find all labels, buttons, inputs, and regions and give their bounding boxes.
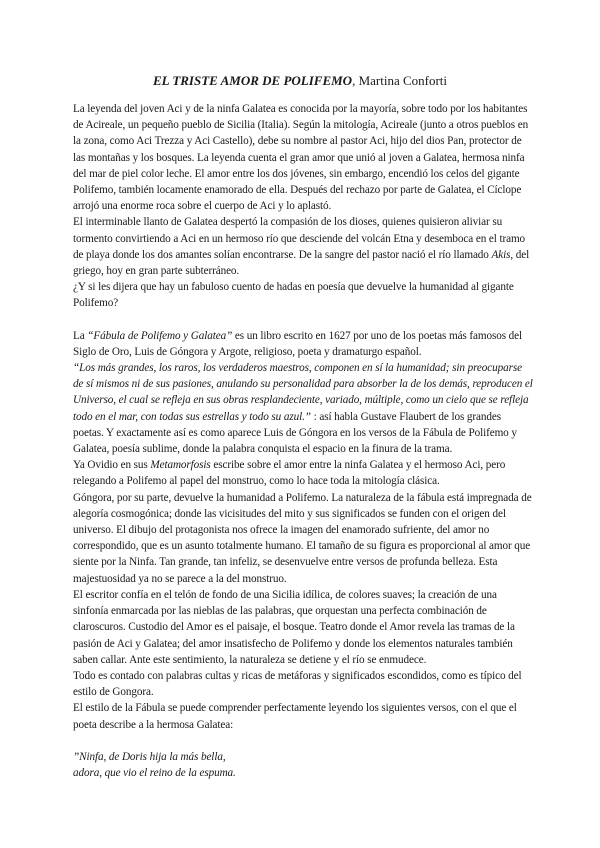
ovidio-text-a: Ya Ovidio en sus xyxy=(73,459,151,472)
paragraph-versos-intro: El estilo de la Fábula se puede comprender perfectamente leyendo los siguientes versos, con el que el poeta describe a la hermosa Galatea: xyxy=(73,702,517,731)
title-line xyxy=(0,73,600,89)
verse-line: adora, que vio el reino de la espuma. xyxy=(73,766,236,779)
document-body xyxy=(73,101,533,781)
fabula-text-a: La xyxy=(73,329,88,342)
river-text-a: El interminable llanto de Galatea despertó la compasión de los dioses, quienes quisieron aliviar su tormento convirtiendo a Aci en un hermoso río que desciende del volcán Etna y desemboca en el tramo de playa donde los dos amantes solían encontrarse. De la sangre del pastor nació el río llamado xyxy=(73,216,526,261)
ovidio-text-b: escribe sobre el amor entre la ninfa Galatea y el hermoso Aci, pero relegando a Polifemo al papel del monstruo, como lo hace toda la mitología clásica. xyxy=(73,459,506,488)
flaubert-quote: “Los más grandes, los raros, los verdaderos maestros, componen en sí la humanidad; sin preocuparse de sí mismos ni de sus pasiones, anulando su personalidad para absorber la de los demás, reproducen el Universo, el cual se refleja en sus obras resplandeciente, variado, múltiple, como un cielo que se refleja todo en el mar, con todas sus estrellas y todo su azul.” xyxy=(73,362,533,423)
metamorfosis-title: Metamorfosis xyxy=(150,459,211,472)
fabula-text-b: es un libro escrito en 1627 por uno de los poetas más famosos del Siglo de Oro, Luis de Góngora y Argote, religioso, poeta y dramaturgo español. xyxy=(73,329,523,358)
verse-line: ”Ninfa, de Doris hija la más bella, xyxy=(73,750,226,763)
river-text-b: , del griego, hoy en gran parte subterráneo. xyxy=(73,248,530,278)
paragraph-estilo: Todo es contado con palabras cultas y ricas de metáforas y significados escondidos, como es típico del estilo de Gongora. xyxy=(73,669,522,699)
fabula-text-c: : así habla Gustave Flaubert de los grandes poetas. Y exactamente así es como aparece Luis de Góngora en los versos de la Fábula de Polifemo y Galatea, poesía sublime, donde la palabra conquista el espacio en la finura de la trama. xyxy=(73,410,517,456)
author-name: , Martina Conforti xyxy=(352,73,448,88)
paragraph-question: ¿Y si les dijera que hay un fabuloso cuento de hadas en poesía que devuelve la humanidad al gigante Polifemo? xyxy=(73,281,514,310)
paragraph-gongora: Góngora, por su parte, devuelve la humanidad a Polifemo. La naturaleza de la fábula está impregnada de alegoría cosmogónica; donde las vicisitudes del mito y sus significados se funden con el origen del universo. El dibujo del protagonista nos ofrece la imagen del enamorado sufriente, del amor no correspondido, que es un asunto totalmente humano. El tamaño de su figura es proporcional al amor que siente por la Ninfa. Tan grande, tan infeliz, se desenvuelve entre versos de profunda belleza. Esta majestuosidad ya no se parece a la del monstruo. xyxy=(73,491,532,585)
paragraph-ovidio xyxy=(73,457,533,489)
paragraph-fabula xyxy=(73,328,533,458)
fabula-book-title: “Fábula de Polifemo y Galatea” xyxy=(87,329,233,342)
document-title: EL TRISTE AMOR DE POLIFEMO xyxy=(152,73,353,88)
verse-spacer xyxy=(73,733,533,749)
river-name-akis: Akis xyxy=(491,248,511,261)
paragraph-sicilia: El escritor confía en el telón de fondo de una Sicilia idílica, de colores suaves; la creación de una sinfonía enmarcada por las nieblas de las palabras, que orquestan una perfecta combinación de claroscuros. Custodio del Amor es el paisaje, el bosque. Teatro donde el Amor revela las tramas de la pasión de Aci y Galatea; del amor insatisfecho de Polifemo y donde los elementos naturales también saben callar. Ante este sentimiento, la naturaleza se detiene y el río se enmudece. xyxy=(73,588,515,666)
paragraph-spacer xyxy=(73,312,533,328)
paragraph-river xyxy=(73,214,533,279)
paragraph-legend: La leyenda del joven Aci y de la ninfa Galatea es conocida por la mayoría, sobre todo por los habitantes de Acireale, un pequeño pueblo de Sicilia (Italia). Según la mitología, Acireale (junto a otros pueblos en la zona, como Aci Trezza y Aci Castello), debe su nombre al pastor Aci, hijo del dios Pan, protector de las montañas y los bosques. La leyenda cuenta el gran amor que unió al joven a Galatea, hermosa ninfa del mar de piel color leche. El amor entre los dos jóvenes, sin embargo, encendió los celos del gigante Polifemo, también locamente enamorado de ella. Después del rechazo por parte de Galatea, el Cíclope arrojó una enorme roca sobre el cuerpo de Aci y lo aplastó. xyxy=(73,103,529,213)
